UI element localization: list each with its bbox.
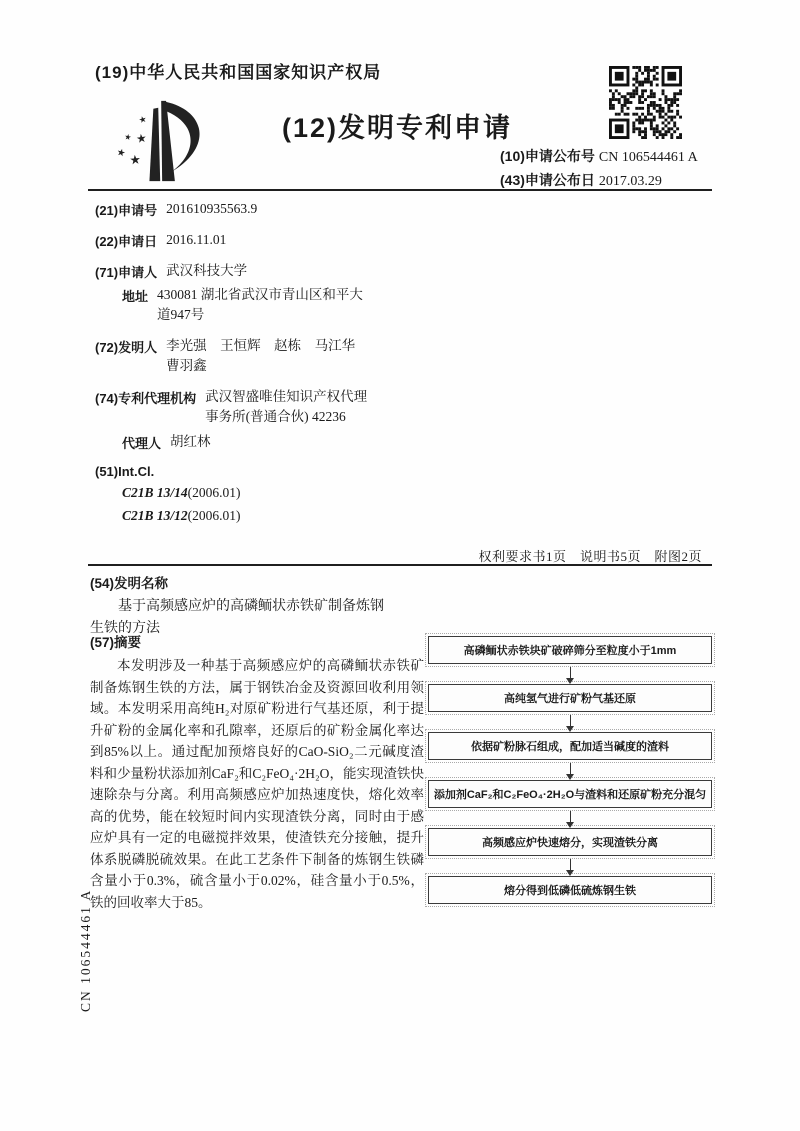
applicant-value: 武汉科技大学 [166,263,248,278]
intcl-class-1: C21B 13/14 [122,485,188,500]
intcl-entry-2 [122,508,430,524]
flow-step-4: 添加剂CaF₂和C₂FeO₄·2H₂O与渣料和还原矿粉充分混匀 [428,780,712,808]
publication-number-label: (10)申请公布号 [500,148,595,164]
flow-step-2: 高纯氢气进行矿粉气基还原 [428,684,712,712]
flow-step-6: 熔分得到低磷低硫炼钢生铁 [428,876,712,904]
application-number-row [95,199,430,219]
header-divider-line [88,189,712,191]
flow-arrow-icon [570,811,571,823]
abstract-text: 本发明涉及一种基于高频感应炉的高磷鲕状赤铁矿制备炼钢生铁的方法，属于钢铁冶金及资源回收利用领域。本发明采用高纯H₂对原矿粉进行气基还原，利于提升矿粉的金属化率和孔隙率，还原后的矿粉金属化率达到85%以上。通过配加预熔良好的CaO-SiO₂二元碱度渣料和少量粉状添加剂CaF₂和C₂FeO₄·2H₂O，能实现渣铁快速除杂与分离。利用高频感应炉加热速度快，熔化效率高的优势，能在较短时间内实现渣铁分离，同时由于感应炉具有一定的电磁搅拌效果，使渣铁充分接触，提升体系脱磷脱硫效果。在此工艺条件下制备的炼钢生铁磷含量小于0.3%，硫含量小于0.02%，硅含量小于0.5%，铁的回收率大于85。 [90,658,424,910]
application-date-value: 2016.11.01 [166,232,227,247]
agency-value: 武汉智盛唯佳知识产权代理 事务所(普通合伙) 42236 [205,389,368,424]
intcl-row [95,463,430,479]
flow-arrow-icon [570,859,571,871]
flow-arrow-icon [570,667,571,679]
agent-row [122,432,430,452]
address-row [122,285,430,325]
inventors-row [95,336,430,376]
intcl-entry-1 [122,485,430,501]
publication-number-value: CN 106544461 A [598,150,698,165]
abstract-label: (57)摘要 [90,635,142,650]
invention-title-section [90,572,420,640]
patent-office-name: (19)中华人民共和国国家知识产权局 [95,63,382,82]
application-number-label: (21)申请号 [95,203,158,218]
section-divider-line [88,564,712,566]
publication-number-row [500,145,698,169]
application-date-label: (22)申请日 [95,234,158,249]
application-number-value: 201610935563.9 [166,201,258,216]
flow-arrow-icon [570,715,571,727]
process-flowchart [428,636,712,904]
svg-text:★: ★ [128,152,142,168]
applicant-label: (71)申请人 [95,265,158,280]
applicant-row [95,261,430,281]
intcl-label: (51)Int.Cl. [95,464,155,479]
address-label: 地址 [122,289,149,304]
invention-title-label: (54)发明名称 [90,576,169,591]
agency-label: (74)专利代理机构 [95,391,197,406]
cnipa-logo-icon [110,96,228,186]
inventors-label: (72)发明人 [95,340,158,355]
intcl-year-2: (2006.01) [187,508,241,523]
svg-text:★: ★ [123,132,133,143]
bibliographic-data [95,199,430,531]
application-date-row [95,230,430,250]
side-publication-number: CN 106544461 A [78,888,93,1012]
abstract-section [90,631,424,913]
address-value: 430081 湖北省武汉市青山区和平大 道947号 [157,287,363,322]
svg-text:★: ★ [115,146,127,160]
svg-text:★: ★ [135,131,148,146]
flow-step-5: 高频感应炉快速熔分，实现渣铁分离 [428,828,712,856]
pages-info: 权利要求书1页 说明书5页 附图2页 [478,549,702,564]
qr-code [609,66,682,139]
intcl-class-2: C21B 13/12 [122,508,188,523]
flow-step-1: 高磷鲕状赤铁块矿破碎筛分至粒度小于1mm [428,636,712,664]
agency-row [95,387,430,427]
publication-date-value: 2017.03.29 [598,174,662,189]
svg-text:★: ★ [137,113,148,126]
agent-label: 代理人 [122,436,162,451]
flow-arrow-icon [570,763,571,775]
intcl-year-1: (2006.01) [187,485,241,500]
agent-value: 胡红林 [170,434,211,449]
invention-title-text: 基于高频感应炉的高磷鲕状赤铁矿制备炼钢生铁的方法 [90,599,384,636]
publication-block [500,145,698,193]
publication-date-label: (43)申请公布日 [500,172,595,188]
inventors-value: 李光强 王恒辉 赵栋 马江华 曹羽鑫 [166,338,356,373]
document-type-title: (12)发明专利申请 [282,113,513,143]
flow-step-3: 依据矿粉脉石组成，配加适当碱度的渣料 [428,732,712,760]
